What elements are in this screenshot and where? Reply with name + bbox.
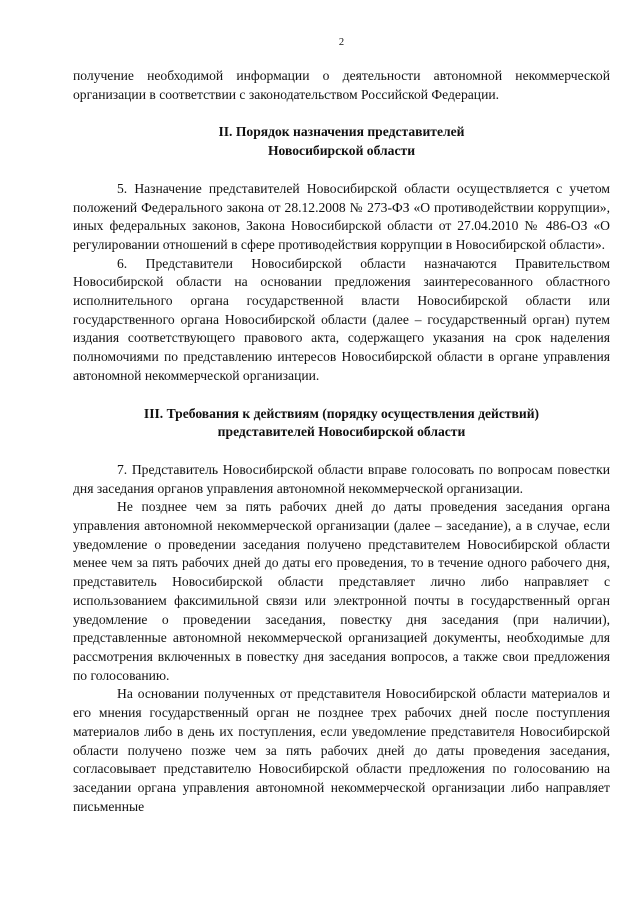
section-2-heading [73, 123, 610, 160]
paragraph-5: 5. Назначение представителей Новосибирской области осуществляется с учетом положений Федерального закона от 28.12.2008 № 273-ФЗ «О противодействии коррупции», иных федеральных законов, Закона Новосибирской области от 27.04.2010 № 486-ОЗ «О регулировании отношений в сфере противодействия коррупции в Новосибирской области». [73, 180, 610, 252]
paragraph-7-notice: Не позднее чем за пять рабочих дней до даты проведения заседания органа управления автономной некоммерческой организации (далее – заседание), а в случае, если уведомление о проведении заседания получено представителем Новосибирской области менее чем за пять рабочих дней до даты его проведения, то в течение одного рабочего дня, представитель Новосибирской области представляет лично либо направляет с использованием факсимильной связи или электронной почты в государственный орган уведомление о проведении заседания, повестку дня заседания (при наличии), представленные автономной некоммерческой организацией документы, необходимые для рассмотрения включенных в повестку дня заседания вопросов, а также свои предложения по голосованию. [73, 499, 610, 683]
paragraph-7-approval: На основании полученных от представителя Новосибирской области материалов и его мнения государственный орган не позднее трех рабочих дней после поступления материалов либо в день их поступления, если уведомление представителя Новосибирской области получено позже чем за пять рабочих дней до даты проведения заседания, согласовывает представителю Новосибирской области предложения по голосованию на заседании органа управления автономной некоммерческой организации либо направляет письменные [73, 686, 610, 814]
section-2-heading-line-2: Новосибирской области [267, 143, 416, 159]
paragraph-6: 6. Представители Новосибирской области назначаются Правительством Новосибирской области на основании предложения заинтересованного областного исполнительного органа государственной власти Новосибирской области или государственного органа Новосибирской области (далее – государственный орган) путем издания соответствующего правового акта, содержащего указания на срок наделения полномочиями по представлению интересов Новосибирской области в органе управления автономной некоммерческой организации. [73, 255, 610, 383]
section-3-heading [73, 405, 610, 442]
intro-paragraph: получение необходимой информации о деятельности автономной некоммерческой организации в соответствии с законодательством Российской Федерации. [73, 68, 610, 102]
section-3-heading-line-1: III. Требования к действиям (порядку осуществления действий) [143, 405, 540, 421]
section-2-heading-line-1: II. Порядок назначения представителей [218, 124, 465, 140]
page-number: 2 [338, 37, 345, 48]
section-3-heading-line-2: представителей Новосибирской области [217, 424, 466, 440]
paragraph-7: 7. Представитель Новосибирской области вправе голосовать по вопросам повестки дня заседания органов управления автономной некоммерческой организации. [73, 461, 610, 496]
